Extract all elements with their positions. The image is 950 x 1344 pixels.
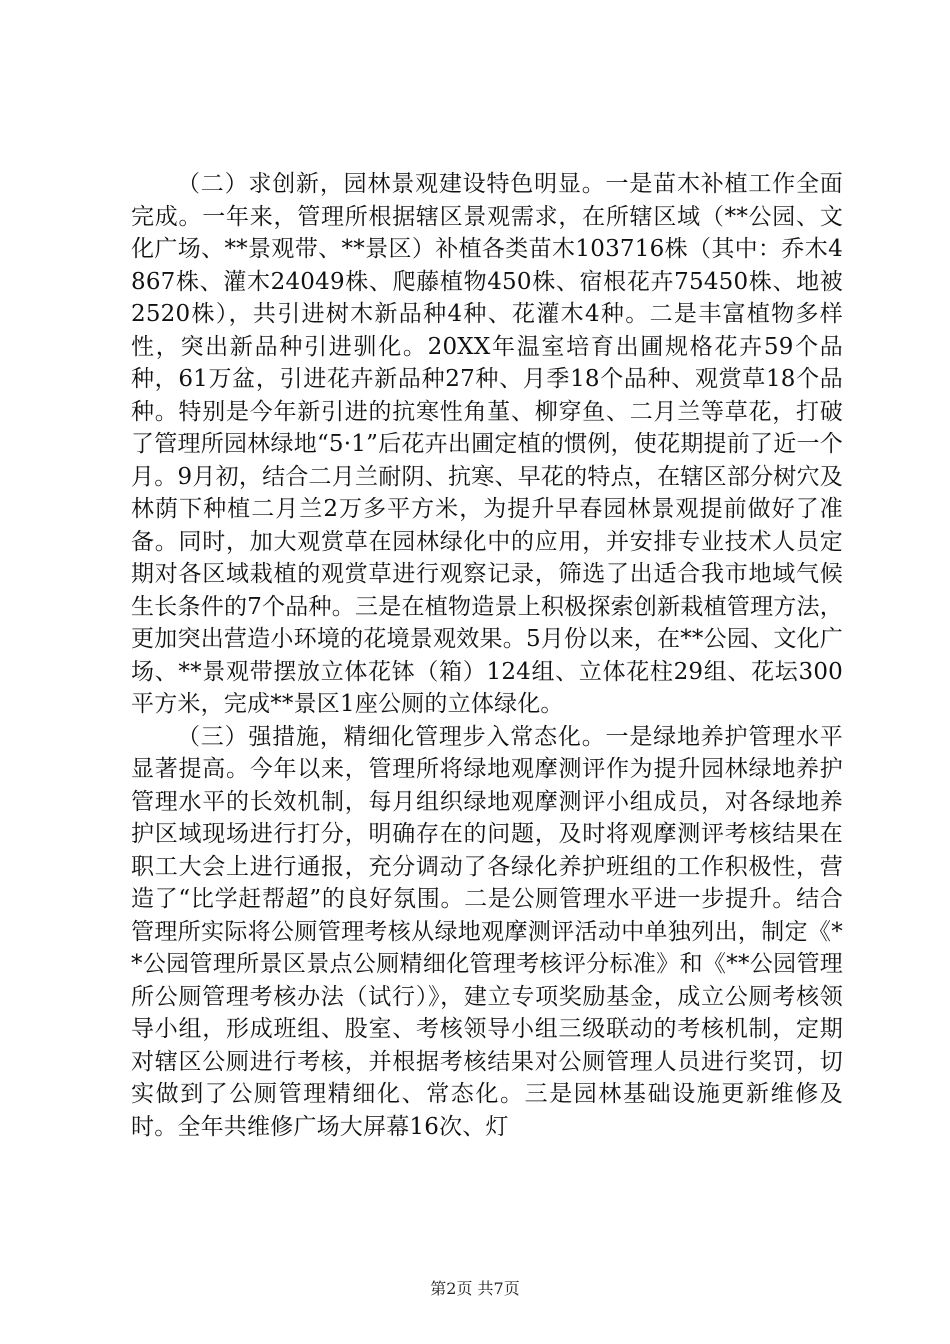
- document-body: [131, 168, 843, 1143]
- paragraph-innovation: （二）求创新，园林景观建设特色明显。一是苗木补植工作全面完成。一年来，管理所根据辖区景观需求，在所辖区域（**公园、文化广场、**景观带、**景区）补植各类苗木103716株（其中：乔木4867株、灌木24049株、爬藤植物450株、宿根花卉75450株、地被2520株），共引进树木新品种4种、花灌木4种。二是丰富植物多样性，突出新品种引进驯化。20XX年温室培育出圃规格花卉59个品种，61万盆，引进花卉新品种27种、月季18个品种、观赏草18个品种。特别是今年新引进的抗寒性角堇、柳穿鱼、二月兰等草花，打破了管理所园林绿地“5·1”后花卉出圃定植的惯例，使花期提前了近一个月。9月初，结合二月兰耐阴、抗寒、早花的特点，在辖区部分树穴及林荫下种植二月兰2万多平方米，为提升早春园林景观提前做好了准备。同时，加大观赏草在园林绿化中的应用，并安排专业技术人员定期对各区域栽植的观赏草进行观察记录，筛选了出适合我市地域气候生长条件的7个品种。三是在植物造景上积极探索创新栽植管理方法，更加突出营造小环境的花境景观效果。5月份以来，在**公园、文化广场、**景观带摆放立体花钵（箱）124组、立体花柱29组、花坛300平方米，完成**景区1座公厕的立体绿化。: [131, 171, 843, 717]
- paragraph-management: （三）强措施，精细化管理步入常态化。一是绿地养护管理水平显著提高。今年以来，管理所将绿地观摩测评作为提升园林绿地养护管理水平的长效机制，每月组织绿地观摩测评小组成员，对各绿地养护区域现场进行打分，明确存在的问题，及时将观摩测评考核结果在职工大会上进行通报，充分调动了各绿化养护班组的工作积极性，营造了“比学赶帮超”的良好氛围。二是公厕管理水平进一步提升。结合管理所实际将公厕管理考核从绿地观摩测评活动中单独列出，制定《**公园管理所景区景点公厕精细化管理考核评分标准》和《**公园管理所公厕管理考核办法（试行）》，建立专项奖励基金，成立公厕考核领导小组，形成班组、股室、考核领导小组三级联动的考核机制，定期对辖区公厕进行考核，并根据考核结果对公厕管理人员进行奖罚，切实做到了公厕管理精细化、常态化。三是园林基础设施更新维修及时。全年共维修广场大屏幕16次、灯: [131, 723, 843, 1140]
- page-number-footer: 第2页 共7页: [430, 1279, 520, 1298]
